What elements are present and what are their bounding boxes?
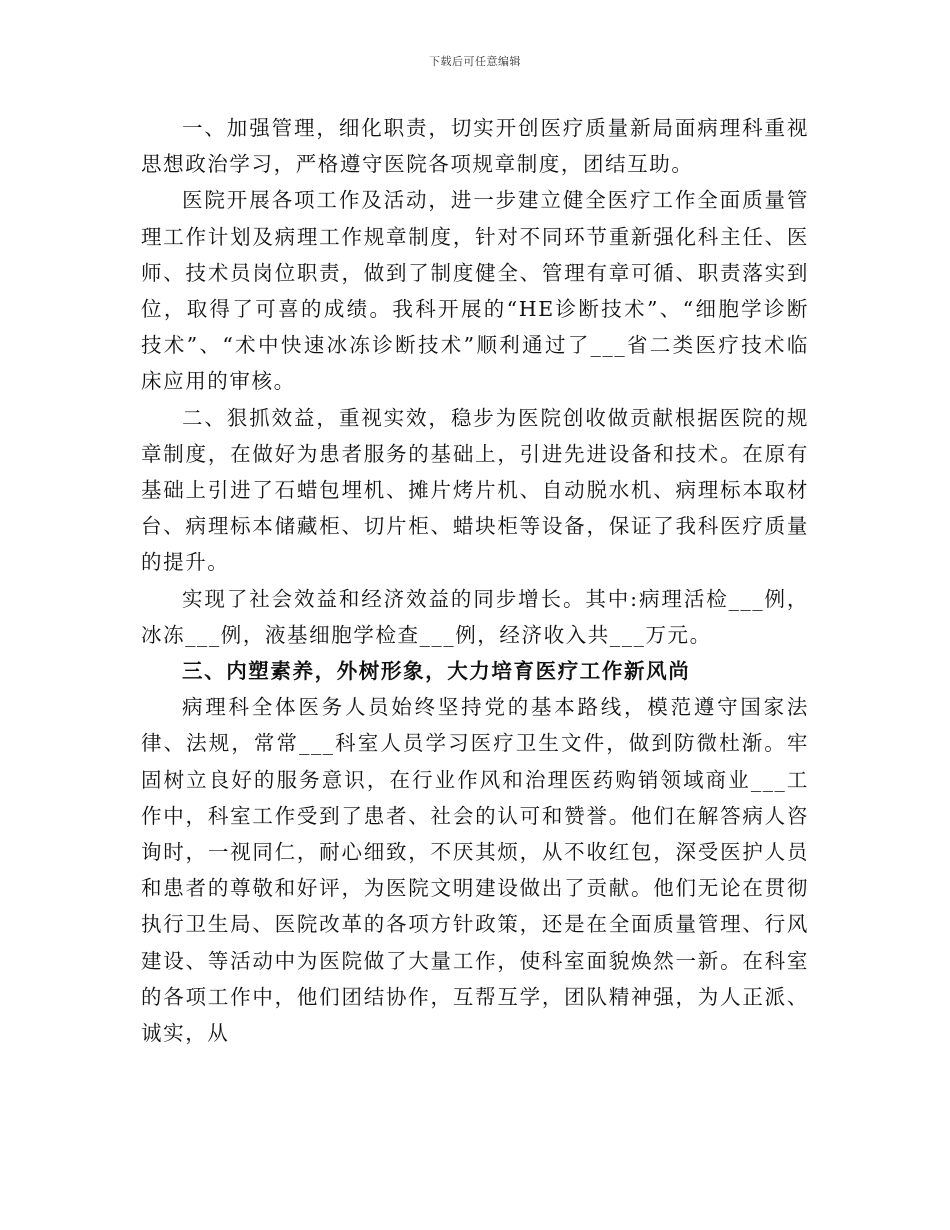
page-header-note: 下载后可任意编辑	[429, 55, 521, 68]
paragraph-statistics: 实现了社会效益和经济效益的同步增长。其中:病理活检___例，冰冻___例，液基细胞学检查___例，经济收入共___万元。	[141, 586, 809, 647]
paragraph-management: 医院开展各项工作及活动，进一步建立健全医疗工作全面质量管理工作计划及病理工作规章制度，针对不同环节重新强化科主任、医师、技术员岗位职责，做到了制度健全、管理有章可循、职责落实到位，取得了可喜的成绩。我科开展的“HE诊断技术”、“细胞学诊断技术”、“术中快速冰冻诊断技术”顺利通过了___省二类医疗技术临床应用的审核。	[141, 188, 809, 394]
section-3-heading: 三、内塑素养，外树形象，大力培育医疗工作新风尚	[182, 659, 691, 684]
paragraph-section-2: 二、狠抓效益，重视实效，稳步为医院创收做贡献根据医院的规章制度，在做好为患者服务的基础上，引进先进设备和技术。在原有基础上引进了石蜡包埋机、摊片烤片机、自动脱水机、病理标本取材台、病理标本储藏柜、切片柜、蜡块柜等设备，保证了我科医疗质量的提升。	[141, 405, 809, 575]
paragraph-section-3: 病理科全体医务人员始终坚持党的基本路线，模范遵守国家法律、法规，常常___科室人员学习医疗卫生文件，做到防微杜渐。牢固树立良好的服务意识，在行业作风和治理医药购销领域商业___工作中，科室工作受到了患者、社会的认可和赞誉。他们在解答病人咨询时，一视同仁，耐心细致，不厌其烦，从不收红包，深受医护人员和患者的尊敬和好评，为医院文明建设做出了贡献。他们无论在贯彻执行卫生局、医院改革的各项方针政策，还是在全面质量管理、行风建设、等活动中为医院做了大量工作，使科室面貌焕然一新。在科室的各项工作中，他们团结协作，互帮互学，团队精神强，为人正派、诚实，从	[141, 695, 809, 1046]
document-body	[141, 110, 809, 1051]
paragraph-section-1: 一、加强管理，细化职责，切实开创医疗质量新局面病理科重视思想政治学习，严格遵守医院各项规章制度，团结互助。	[141, 116, 809, 177]
